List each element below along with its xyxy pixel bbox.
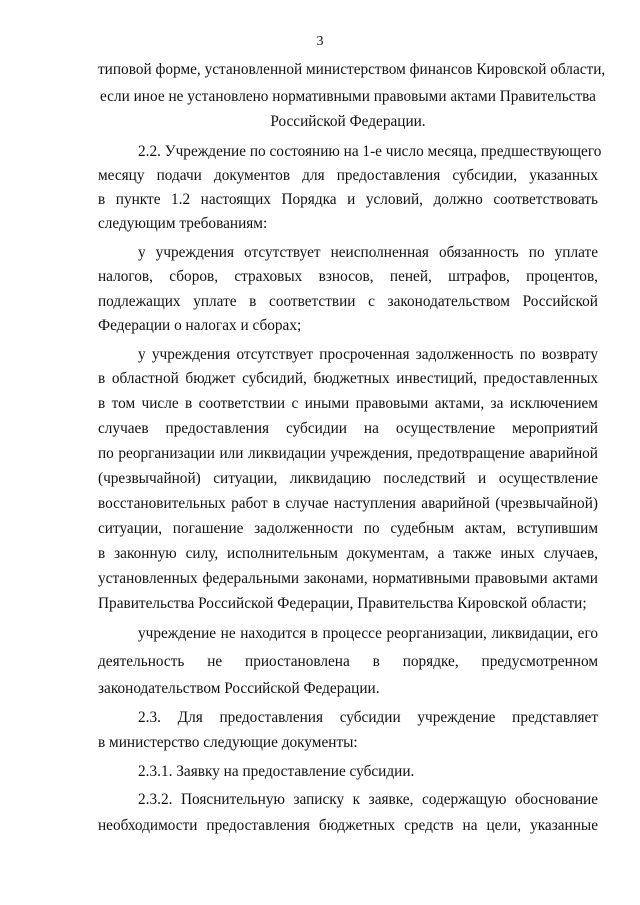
text-line: в областной бюджет субсидий, бюджетных инвестиций, предоставленных xyxy=(98,370,598,387)
text-line: налогов, сборов, страховых взносов, пеней, штрафов, процентов, xyxy=(98,268,598,285)
text-line: Российской Федерации. xyxy=(270,113,426,130)
text-line: в законную силу, исполнительным документам, а также иных случаев, xyxy=(98,545,598,562)
text-line: у учреждения отсутствует просроченная задолженность по возврату xyxy=(138,346,598,363)
text-line: деятельность не приостановлена в порядке, предусмотренном xyxy=(98,653,598,670)
text-line: у учреждения отсутствует неисполненная обязанность по уплате xyxy=(138,244,598,261)
page-number: 3 xyxy=(316,34,324,49)
text-line: если иное не установлено нормативными правовыми актами Правительства xyxy=(100,88,596,105)
text-line: в министерство следующие документы: xyxy=(98,734,358,751)
text-line: месяцу подачи документов для предоставления субсидии, указанных xyxy=(98,167,598,184)
text-line: в пункте 1.2 настоящих Порядка и условий, должно соответствовать xyxy=(98,191,598,208)
text-line: 2.3.2. Пояснительную записку к заявке, содержащую обоснование xyxy=(138,791,598,808)
text-line: необходимости предоставления бюджетных средств на цели, указанные xyxy=(98,817,598,834)
text-line: 2.3. Для предоставления субсидии учреждение представляет xyxy=(138,709,598,726)
text-line: типовой форме, установленной министерством финансов Кировской области, xyxy=(98,61,606,78)
text-line: Правительства Российской Федерации, Правительства Кировской области; xyxy=(98,595,587,612)
text-line: случаев предоставления субсидии на осуществление мероприятий xyxy=(98,420,598,437)
text-line: Федерации о налогах и сборах; xyxy=(98,317,302,334)
text-line: в том числе в соответствии с иными правовыми актами, за исключением xyxy=(98,395,598,412)
text-line: (чрезвычайной) ситуации, ликвидацию последствий и осуществление xyxy=(98,470,598,487)
text-line: по реорганизации или ликвидации учреждения, предотвращение аварийной xyxy=(98,445,598,462)
text-line: 2.3.1. Заявку на предоставление субсидии. xyxy=(138,763,415,780)
text-line: законодательством Российской Федерации. xyxy=(98,680,380,697)
text-line: следующим требованиям: xyxy=(98,215,268,232)
text-line: восстановительных работ в случае наступления аварийной (чрезвычайной) xyxy=(98,495,598,512)
text-line: подлежащих уплате в соответствии с законодательством Российской xyxy=(98,293,598,310)
text-line: 2.2. Учреждение по состоянию на 1-е число месяца, предшествующего xyxy=(138,143,602,160)
text-line: установленных федеральными законами, нормативными правовыми актами xyxy=(98,570,598,587)
text-line: учреждение не находится в процессе реорганизации, ликвидации, его xyxy=(138,625,598,642)
text-line: ситуации, погашение задолженности по судебным актам, вступившим xyxy=(98,520,598,537)
